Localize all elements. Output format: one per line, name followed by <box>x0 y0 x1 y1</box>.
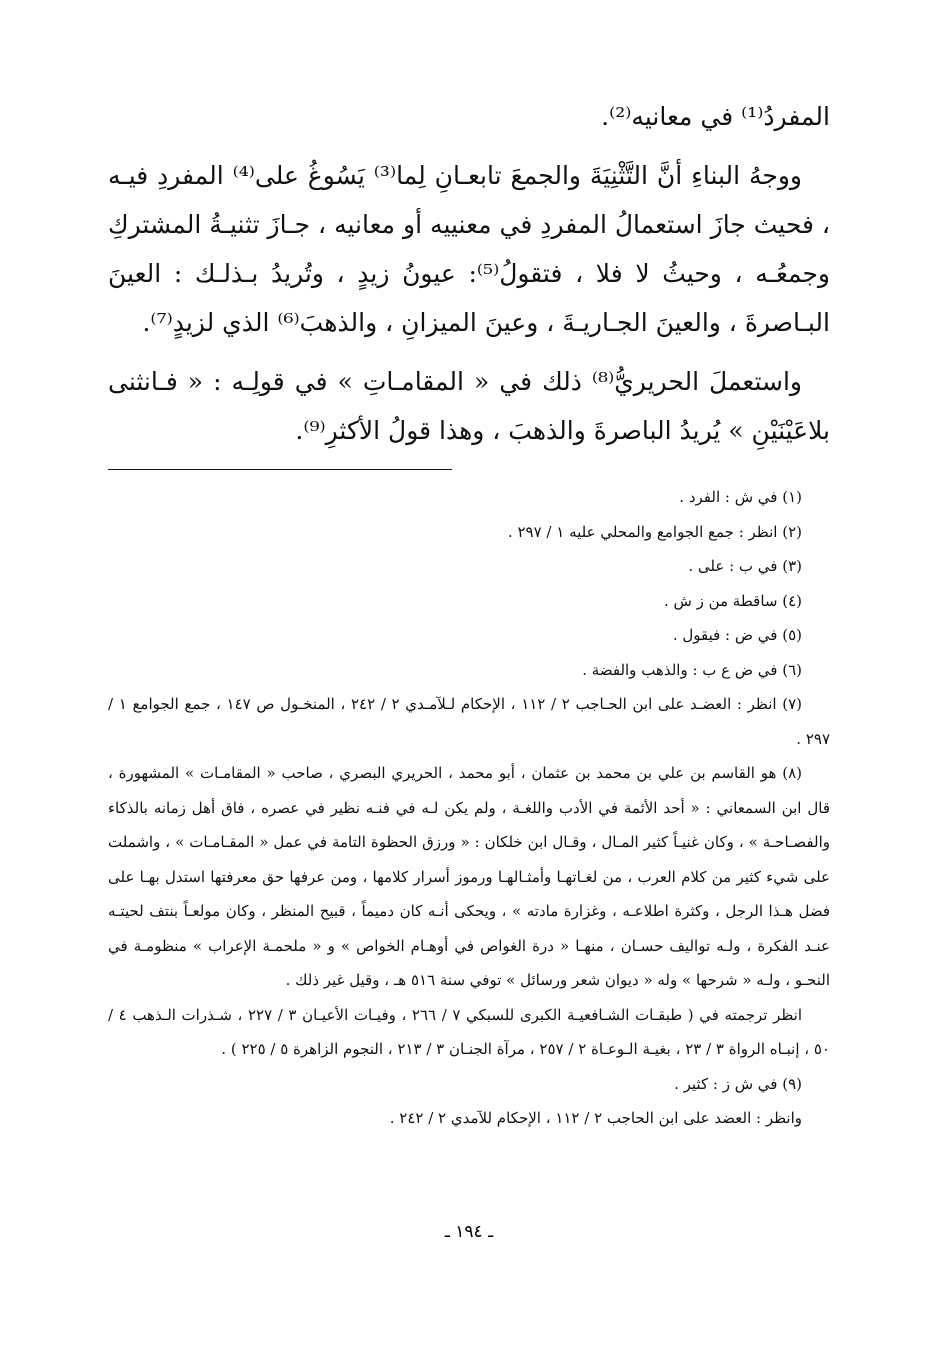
footnote-3: (٣) في ب : على . <box>688 557 802 575</box>
footnote-4: (٤) ساقطة من ز ش . <box>663 591 802 610</box>
footnote-9-see-also: وانظر : العضد على ابن الحاجب ٢ / ١١٢ ، الإحكام للآمدي ٢ / ٢٤٢ . <box>389 1109 802 1127</box>
main-text <box>108 92 830 455</box>
footnote-1: (١) في ش : الفرد . <box>679 488 802 506</box>
footnote-5: (٥) في ض : فيقول . <box>672 626 802 644</box>
footnote-8-sources: انظر ترجمته في ( طبقـات الشـافعيـة الكبرى للسبكي ٧ / ٢٦٦ ، وفيـات الأعيـان ٣ / ٢٢٧ ، شـذرات الـذهب ٤ / ٥٠ ، إنبـاه الرواة ٣ / ٢٣ ، بغيـة الـوعـاة ٢ / ٢٥٧ ، مرآة الجنـان ٣ / ٢١٣ ، النجوم الزاهرة ٥ / ٢٢٥ ) . <box>108 1005 830 1058</box>
footnote-7: (٧) انظر : العضـد على ابن الحـاجب ٢ / ١١٢ ، الإحكام لـلآمـدي ٢ / ٢٤٢ ، المنخـول ص ١٤٧ ، جمع الجوامع ١ / ٢٩٧ . <box>108 695 830 748</box>
footnote-6: (٦) في ض ع ب : والذهب والفضة . <box>582 660 802 679</box>
footnotes <box>108 480 830 1136</box>
page-number: ـ ١٩٤ ـ <box>444 1222 494 1242</box>
main-paragraph-2: ووجهُ البناءِ أنَّ التَّثْنِيَةَ والجمعَ تابعـانِ لِما⁽³⁾ يَسُوغُ على⁽⁴⁾ المفردِ فيـه ، فحيث جازَ استعمالُ المفردِ في معنييه أو معانيه ، جـازَ تثنيـةُ المشتركِ وجمعُـه ، وحيثُ لا فلا ، فتقولُ⁽⁵⁾: عيونُ زيدٍ ، وتُريدُ بـذلـك : العينَ البـاصرةَ ، والعينَ الجـاريـةَ ، وعينَ الميزانِ ، والذهبَ⁽⁶⁾ الذي لزيدٍ⁽⁷⁾. <box>108 161 830 337</box>
footnote-2: (٢) انظر : جمع الجوامع والمحلي عليه ١ / ٢٩٧ . <box>507 522 802 541</box>
page-body <box>108 92 830 1136</box>
main-paragraph-3: واستعملَ الحريريُّ⁽⁸⁾ ذلك في « المقامـاتِ » في قولِـه : « فـانثنى بلاعَيْنَيْنِ » يُريدُ الباصرةَ والذهبَ ، وهذا قولُ الأكثرِ⁽⁹⁾. <box>108 367 830 445</box>
main-paragraph-1: المفردُ⁽¹⁾ في معانيه⁽²⁾. <box>601 102 830 131</box>
footnote-separator <box>108 469 452 470</box>
footnote-9: (٩) في ش ز : كثير . <box>674 1074 802 1093</box>
footnote-8: (٨) هو القاسم بن علي بن محمد بن عثمان ، أبو محمد ، الحريري البصري ، صاحب « المقامـات » المشهورة ، قال ابن السمعاني : « أحد الأئمة في الأدب واللغـة ، ولم يكن لـه في فنـه نظير في عصره ، فاق أهل زمانه بالذكاء والفصـاحـة » ، وكان غنيـاً كثير المـال ، وقـال ابن خلكان : « ورزق الحظوة التامة في عمل « المقـامـات » ، واشملت على شيء كثير من كلام العرب ، من لغـاتهـا وأمثـالهـا ورموز أسرار كلامها ، ومن عرفها حق معرفتها استدل بهـا على فضل هـذا الرجل ، وكثرة اطلاعـه ، وغزارة مادته » ، ويحكى أنـه كان دميماً ، قبيح المنظر ، وكان مولعـاً بنتف لحيتـه عنـد الفكرة ، ولـه تواليف حسـان ، منهـا « درة الغواص في أوهـام الخواص » و « ملحمـة الإعراب » منظومـة في النحـو ، ولـه « شرحها » وله « ديوان شعر ورسائل » توفي سنة ٥١٦ هـ ، وقيل غير ذلك . <box>108 764 830 989</box>
